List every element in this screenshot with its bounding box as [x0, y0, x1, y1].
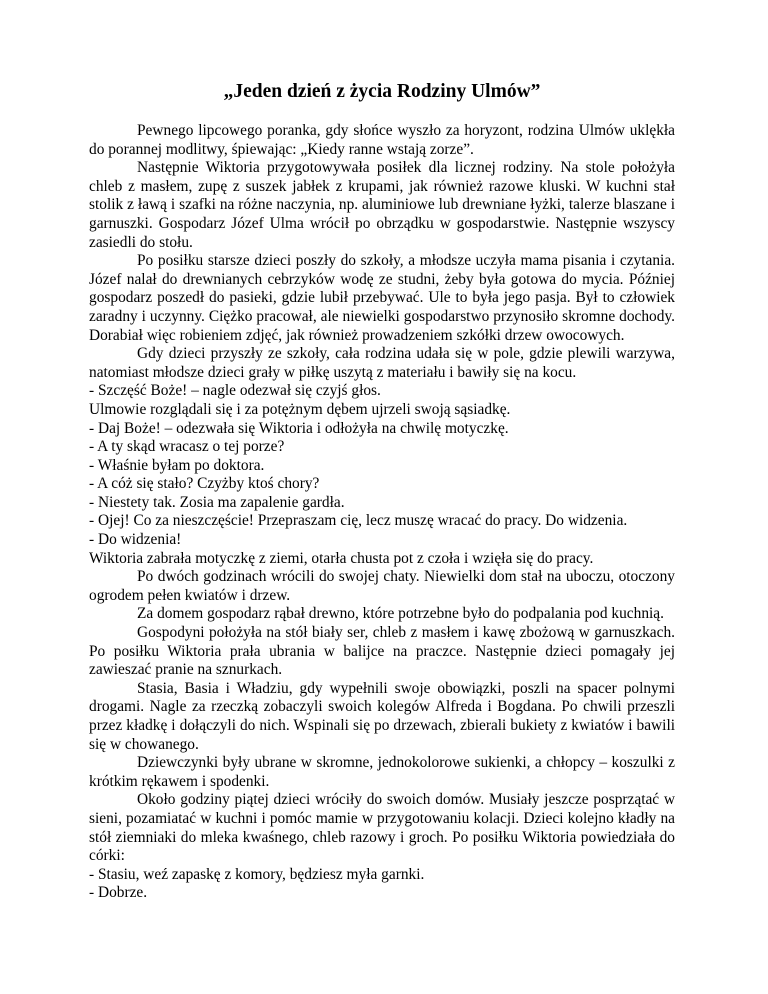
- dialogue-line: - Daj Boże! – odezwała się Wiktoria i odłożyła na chwilę motyczkę.: [89, 419, 509, 437]
- paragraph: Po posiłku starsze dzieci poszły do szkoły, a młodsze uczyła mama pisania i czytania. Józef nalał do drewnianych cebrzyków wodę ze studni, żeby była gotowa do mycia. Później gospodarz poszedł do pasieki, gdzie lubił przebywać. Ule to była jego pasja. Był to człowiek zaradny i uczynny. Ciężko pracował, ale niewielki gospodarstwo przynosiło skromne dochody. Dorabiał więc robieniem zdjęć, jak również prowadzeniem szkółki drzew owocowych.: [89, 252, 675, 344]
- paragraph: Dziewczynki były ubrane w skromne, jednokolorowe sukienki, a chłopcy – koszulki z krótkim rękawem i spodenki.: [89, 754, 675, 790]
- dialogue-line: - Dobrze.: [89, 884, 148, 902]
- paragraph: Gdy dzieci przyszły ze szkoły, cała rodzina udała się w pole, gdzie plewili warzywa, natomiast młodsze dzieci grały w piłkę uszytą z materiału i bawiły się na kocu.: [89, 345, 675, 381]
- dialogue-line: - Właśnie byłam po doktora.: [89, 456, 265, 474]
- document-page: [89, 80, 675, 903]
- dialogue-line: - Stasiu, weź zapaskę z komory, będziesz myła garnki.: [89, 865, 425, 883]
- dialogue-line: - Do widzenia!: [89, 531, 182, 549]
- document-title: „Jeden dzień z życia Rodziny Ulmów”: [223, 81, 541, 102]
- dialogue-line: - A cóż się stało? Czyżby ktoś chory?: [89, 475, 320, 493]
- dialogue-line: - Niestety tak. Zosia ma zapalenie gardła.: [89, 493, 345, 511]
- dialogue-line: - Szczęść Boże! – nagle odezwał się czyjś głos.: [89, 382, 381, 400]
- paragraph: Około godziny piątej dzieci wróciły do swoich domów. Musiały jeszcze posprzątać w sieni, pozamiatać w kuchni i pomóc mamie w przygotowaniu kolacji. Dzieci kolejno kładły na stół ziemniaki do mleka kwaśnego, chleb razowy i groch. Po posiłku Wiktoria powiedziała do córki:: [89, 791, 675, 865]
- paragraph: Pewnego lipcowego poranka, gdy słońce wyszło za horyzont, rodzina Ulmów uklękła do porannej modlitwy, śpiewając: „Kiedy ranne wstają zorze”.: [89, 122, 675, 158]
- paragraph: Po dwóch godzinach wrócili do swojej chaty. Niewielki dom stał na uboczu, otoczony ogrodem pełen kwiatów i drzew.: [89, 568, 675, 604]
- paragraph: Następnie Wiktoria przygotowywała posiłek dla licznej rodziny. Na stole położyła chleb z masłem, zupę z suszek jabłek z krupami, jak również razowe kluski. W kuchni stał stolik z ławą i szafki na różne naczynia, np. aluminiowe lub drewniane łyżki, talerze blaszane i garnuszki. Gospodarz Józef Ulma wrócił po obrządku w gospodarstwie. Następnie wszyscy zasiedli do stołu.: [89, 159, 675, 251]
- paragraph: Wiktoria zabrała motyczkę z ziemi, otarła chusta pot z czoła i wzięła się do pracy.: [89, 549, 594, 567]
- paragraph: Stasia, Basia i Władziu, gdy wypełnili swoje obowiązki, poszli na spacer polnymi drogami. Nagle za rzeczką zobaczyli swoich kolegów Alfreda i Bogdana. Po chwili przeszli przez kładkę i dołączyli do nich. Wspinali się po drzewach, zbierali bukiety z kwiatów i bawili się w chowanego.: [89, 679, 675, 753]
- paragraph: Za domem gospodarz rąbał drewno, które potrzebne było do podpalania pod kuchnią.: [137, 605, 664, 623]
- dialogue-line: - A ty skąd wracasz o tej porze?: [89, 438, 285, 456]
- document-body: [89, 122, 675, 903]
- dialogue-line: - Ojej! Co za nieszczęście! Przepraszam cię, lecz muszę wracać do pracy. Do widzenia.: [89, 512, 628, 530]
- paragraph: Gospodyni położyła na stół biały ser, chleb z masłem i kawę zbożową w garnuszkach. Po posiłku Wiktoria prała ubrania w balijce na praczce. Następnie dzieci pomagały jej zawieszać pranie na sznurkach.: [89, 624, 675, 679]
- paragraph: Ulmowie rozglądali się i za potężnym dębem ujrzeli swoją sąsiadkę.: [89, 400, 511, 418]
